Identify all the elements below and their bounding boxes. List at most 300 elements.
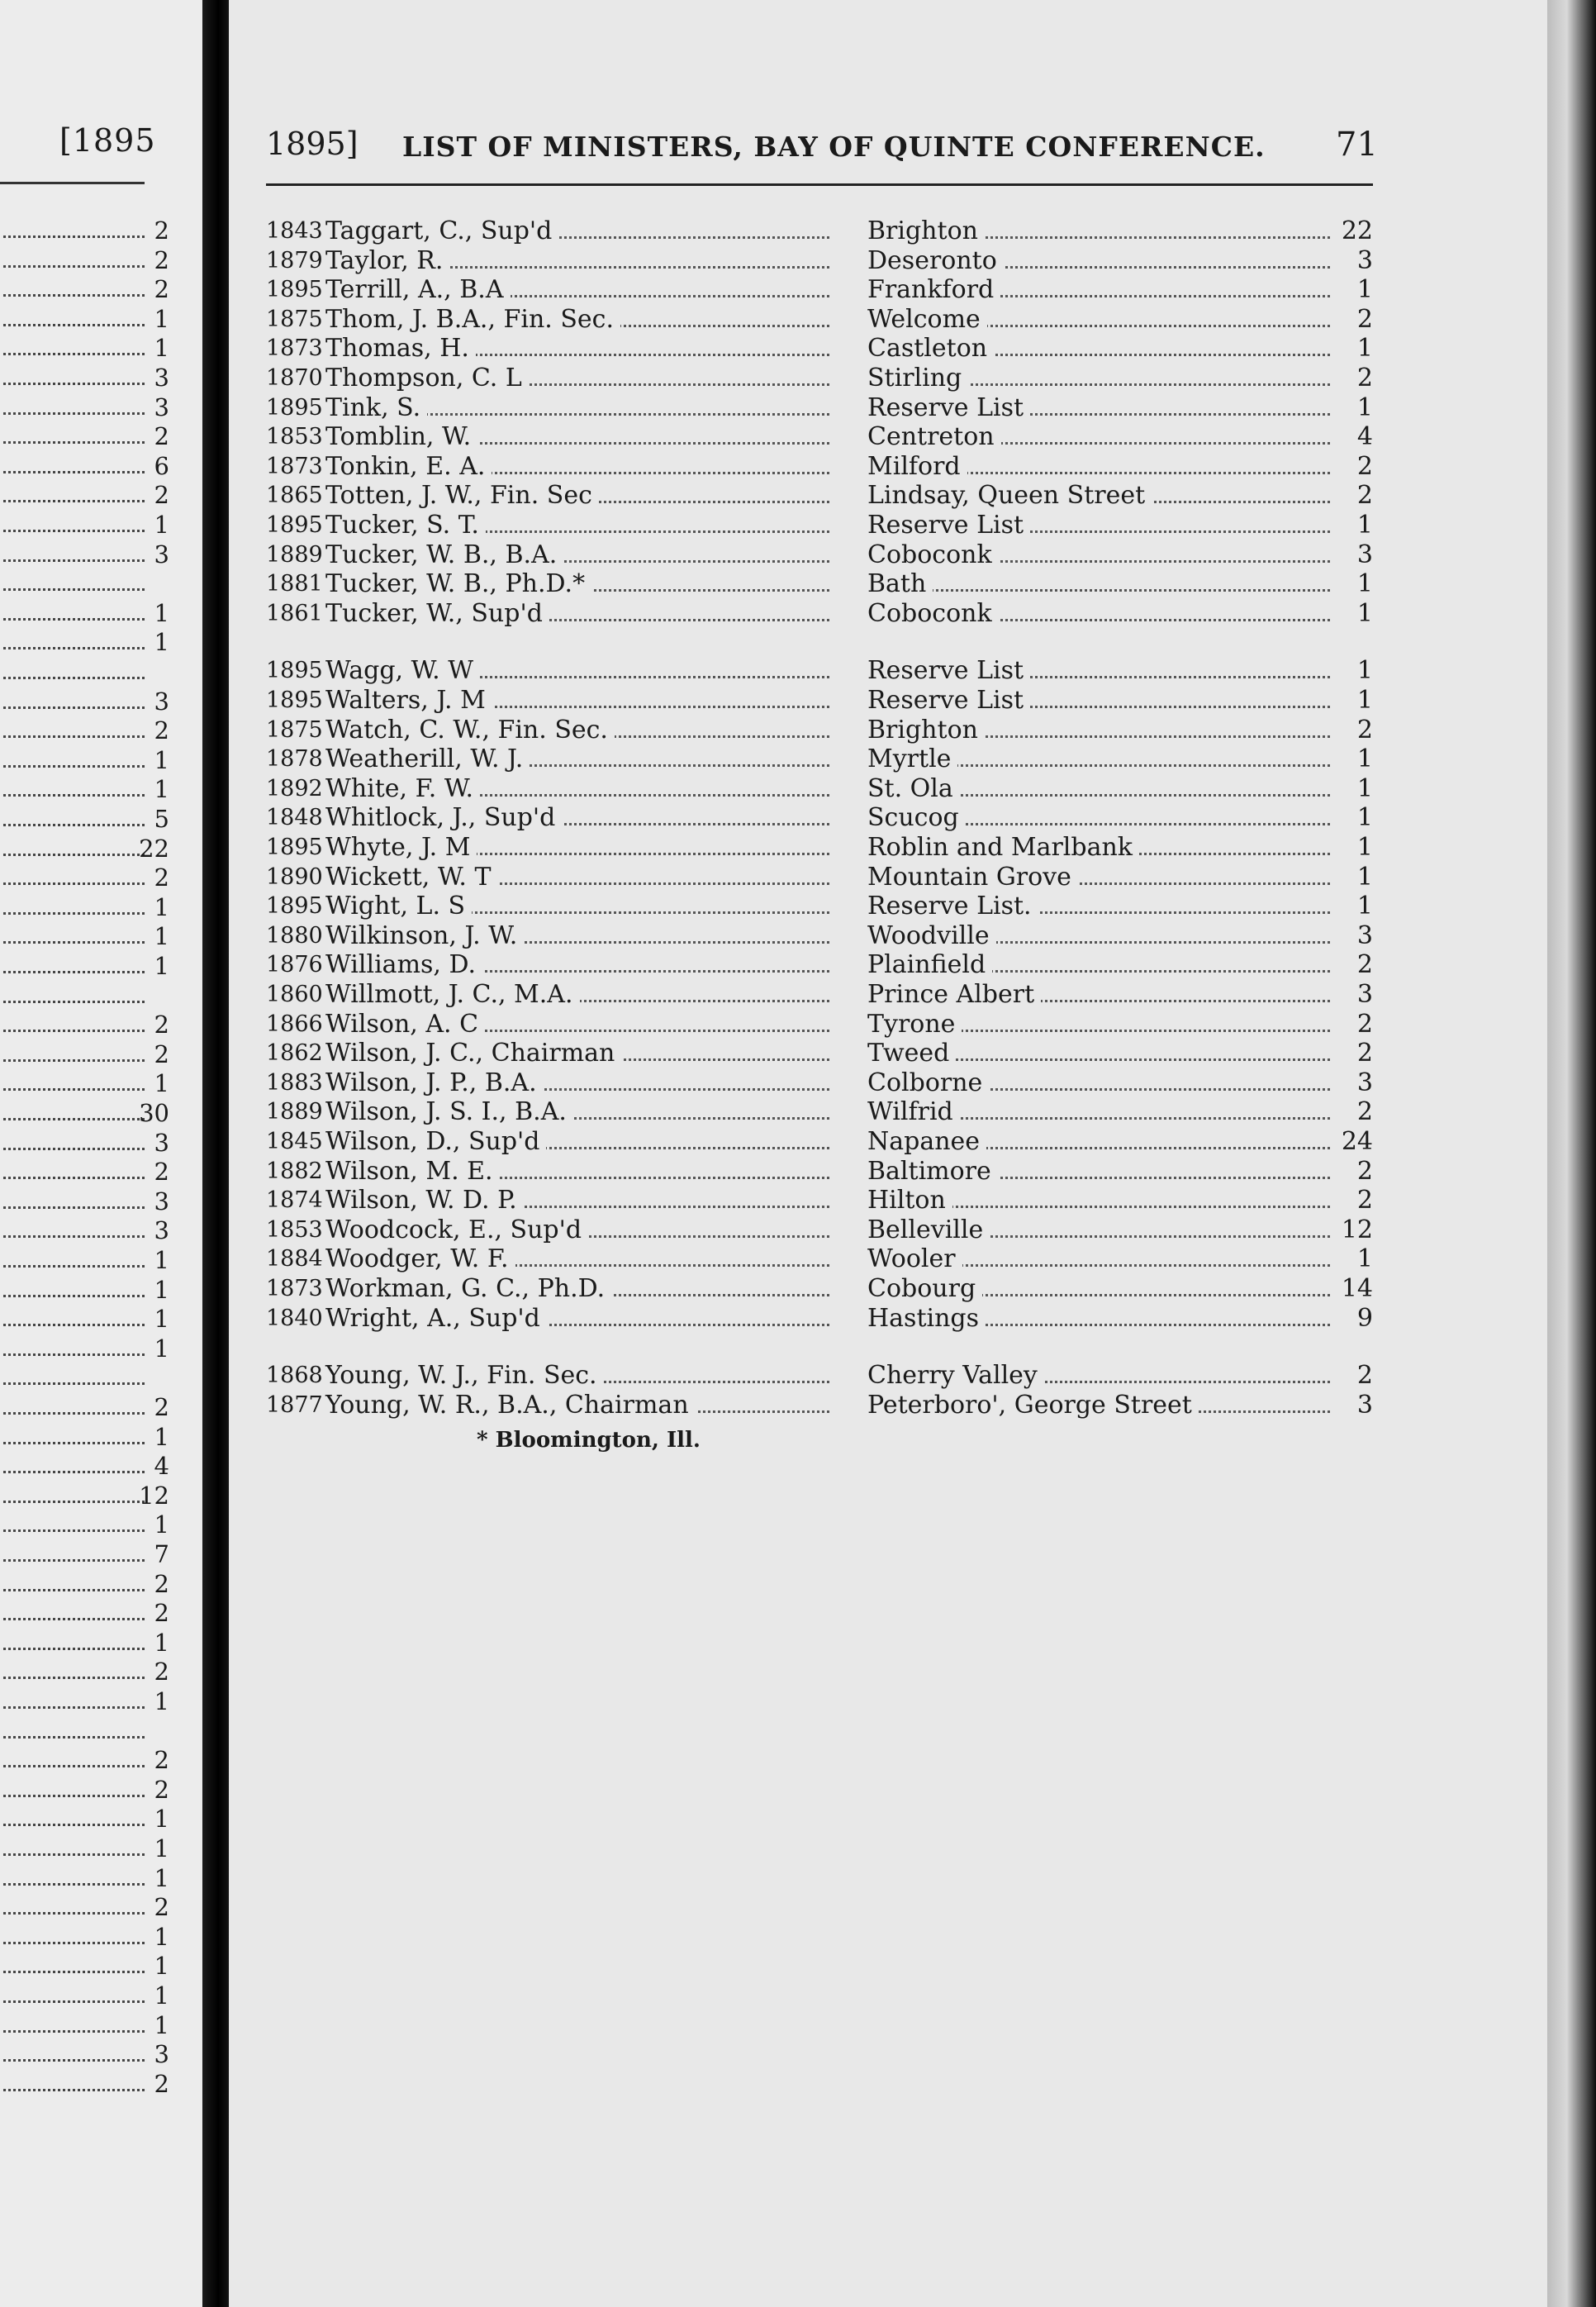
leader-dots [3, 1206, 145, 1209]
years-on-circuit: 2 [1356, 1186, 1373, 1215]
leader-dots [3, 1853, 145, 1856]
leader-dots [3, 1706, 145, 1709]
previous-page-row [0, 1158, 169, 1186]
minister-entry [266, 863, 1373, 892]
entry-year: 1895 [266, 277, 323, 303]
circuit-name [867, 275, 1000, 305]
leader-dots [3, 1501, 145, 1503]
leader-dots [3, 794, 145, 797]
previous-page-number: 1 [154, 1922, 169, 1951]
previous-page-number: 1 [154, 304, 169, 333]
minister-name-text: Tucker, W., Sup'd [325, 599, 549, 628]
leader-dots [3, 1412, 145, 1415]
previous-page-number: 3 [154, 364, 169, 392]
leader-dots [3, 294, 145, 297]
leader-dots [3, 383, 145, 385]
previous-page-row [0, 922, 169, 950]
circuit-name-text: Brighton [867, 216, 985, 245]
leader-dots [3, 1118, 145, 1120]
circuit-name [867, 393, 1030, 423]
minister-name [325, 422, 477, 452]
years-on-circuit: 3 [1356, 920, 1373, 950]
entry-year: 1884 [266, 1246, 323, 1272]
circuit-name [867, 1215, 990, 1245]
previous-page-number: 3 [154, 392, 169, 421]
previous-page-number: 1 [154, 922, 169, 951]
minister-name [325, 656, 480, 686]
minister-name [325, 1304, 547, 1334]
minister-name-text: Thom, J. B.A., Fin. Sec. [325, 305, 620, 334]
previous-page-row [0, 1246, 169, 1274]
running-head-title: LIST OF MINISTERS, BAY OF QUINTE CONFERENCE. [402, 131, 1266, 163]
minister-name-text: Willmott, J. C., M.A. [325, 980, 580, 1009]
previous-page-row [0, 216, 169, 245]
minister-entry [266, 334, 1373, 364]
circuit-name-text: Reserve List. [867, 892, 1038, 920]
previous-page-row [0, 628, 169, 656]
minister-entry [266, 656, 1373, 686]
previous-page-row [0, 1864, 169, 1892]
minister-entry [266, 686, 1373, 716]
leader-dots [3, 824, 145, 826]
leader-dots [3, 1618, 145, 1620]
leader-dots [3, 1442, 145, 1444]
previous-page-row [0, 452, 169, 480]
previous-page-row [0, 1923, 169, 1951]
previous-page-number: 1 [154, 1334, 169, 1363]
minister-name-text: Young, W. J., Fin. Sec. [325, 1361, 604, 1390]
minister-name [325, 540, 563, 570]
minister-name-text: Wilson, J. C., Chairman [325, 1039, 621, 1068]
entry-year: 1873 [266, 453, 323, 479]
circuit-name-text: Roblin and Marlbank [867, 833, 1139, 862]
minister-entry [266, 1215, 1373, 1245]
minister-entry [266, 892, 1373, 921]
leader-dots [3, 618, 145, 621]
leader-dots [3, 265, 145, 268]
previous-page-row [0, 1099, 169, 1127]
previous-page-row [0, 1393, 169, 1421]
minister-entry [266, 511, 1373, 540]
leader-dots [3, 1382, 145, 1385]
minister-name-text: Whitlock, J., Sup'd [325, 803, 562, 832]
previous-page-number: 5 [154, 805, 169, 833]
minister-name-text: Tucker, S. T. [325, 511, 486, 540]
minister-name-text: Wight, L. S [325, 892, 472, 920]
years-on-circuit: 1 [1356, 334, 1373, 364]
circuit-name-text: Lindsay, Queen Street [867, 481, 1152, 510]
years-on-circuit: 2 [1356, 1097, 1373, 1127]
minister-name-text: Workman, G. C., Ph.D. [325, 1274, 611, 1303]
minister-name-text: Wickett, W. T [325, 863, 498, 892]
entry-year: 1875 [266, 716, 323, 743]
previous-page-row [0, 746, 169, 774]
circuit-name [867, 305, 987, 335]
previous-page-row [0, 511, 169, 539]
entry-year: 1895 [266, 512, 323, 538]
previous-page-row [0, 2070, 169, 2098]
minister-name-text: Wilkinson, J. W. [325, 921, 524, 950]
minister-name [325, 686, 492, 716]
leader-dots [3, 2030, 145, 2033]
circuit-name-text: Coboconk [867, 540, 999, 569]
previous-page-row [0, 246, 169, 274]
leader-dots [3, 1177, 145, 1179]
entry-year: 1843 [266, 218, 323, 244]
leader-dots [3, 1265, 145, 1268]
circuit-name-text: Hilton [867, 1186, 952, 1215]
minister-entry [266, 540, 1373, 570]
circuit-name-text: Woodville [867, 921, 996, 950]
previous-page-number: 22 [139, 834, 169, 863]
previous-page-number: 1 [154, 1863, 169, 1892]
previous-page-number: 1 [154, 2010, 169, 2039]
header-rule [266, 183, 1373, 186]
circuit-name [867, 481, 1152, 511]
previous-page-number: 1 [154, 1628, 169, 1657]
years-on-circuit: 1 [1356, 773, 1373, 803]
circuit-name [867, 1157, 998, 1187]
previous-page-number: 2 [154, 863, 169, 892]
page-number: 71 [1336, 126, 1378, 164]
previous-page-row [0, 1746, 169, 1774]
leader-dots [3, 530, 145, 532]
minister-entry [266, 921, 1373, 951]
minister-name [325, 511, 486, 540]
minister-name [325, 275, 511, 305]
previous-page-row [0, 982, 169, 1010]
leader-dots [3, 1824, 145, 1826]
leader-dots [3, 1883, 145, 1886]
circuit-name-text: Stirling [867, 364, 968, 392]
previous-page-number: 1 [154, 952, 169, 980]
minister-name-text: Wilson, M. E. [325, 1157, 500, 1186]
years-on-circuit: 1 [1356, 569, 1373, 599]
years-on-circuit: 1 [1356, 275, 1373, 305]
circuit-name [867, 599, 999, 629]
leader-dots [3, 441, 145, 444]
entry-year: 1895 [266, 893, 323, 920]
circuit-name-text: Reserve List [867, 511, 1030, 540]
minister-name [325, 1010, 485, 1039]
previous-page-row [0, 1540, 169, 1568]
years-on-circuit: 2 [1356, 950, 1373, 980]
previous-page-row [0, 1069, 169, 1097]
previous-page-rule [0, 182, 145, 184]
leader-dots [3, 1001, 145, 1003]
entry-year: 1873 [266, 335, 323, 362]
entry-year: 1865 [266, 483, 323, 509]
previous-page-row [0, 1363, 169, 1391]
minister-name [325, 1274, 611, 1304]
circuit-name [867, 833, 1139, 863]
circuit-name [867, 1097, 960, 1127]
circuit-name-text: Reserve List [867, 686, 1030, 715]
previous-page-number: 1 [154, 1246, 169, 1274]
previous-page-number: 6 [154, 451, 169, 480]
previous-page-number: 2 [154, 245, 169, 274]
previous-page-row [0, 1981, 169, 2010]
previous-page-row [0, 334, 169, 362]
entry-year: 1860 [266, 982, 323, 1007]
minister-entry [266, 481, 1373, 511]
previous-page-number: 1 [154, 1981, 169, 2010]
minister-entry [266, 1304, 1373, 1334]
circuit-name-text: Myrtle [867, 744, 957, 773]
entry-year: 1853 [266, 1216, 323, 1243]
minister-entry [266, 803, 1373, 833]
minister-name-text: Watch, C. W., Fin. Sec. [325, 716, 615, 744]
page-edge [1547, 0, 1596, 2307]
years-on-circuit: 22 [1341, 216, 1373, 245]
circuit-name [867, 540, 999, 570]
previous-page-number: 1 [154, 334, 169, 363]
previous-page-row [0, 1570, 169, 1598]
leader-dots [3, 1529, 145, 1532]
years-on-circuit: 3 [1356, 980, 1373, 1009]
leader-dots [3, 1353, 145, 1356]
entry-year: 1889 [266, 1099, 323, 1125]
minister-name [325, 364, 529, 393]
years-on-circuit: 2 [1356, 364, 1373, 392]
entry-year: 1845 [266, 1129, 323, 1154]
minister-name [325, 1097, 573, 1127]
years-on-circuit: 1 [1356, 656, 1373, 686]
previous-page-row [0, 1776, 169, 1804]
minister-entry [266, 246, 1373, 276]
leader-dots [3, 854, 145, 856]
circuit-name [867, 422, 1001, 452]
circuit-name [867, 744, 957, 774]
minister-name-text: Wagg, W. W [325, 656, 480, 685]
years-on-circuit: 2 [1356, 304, 1373, 334]
years-on-circuit: 3 [1356, 540, 1373, 569]
leader-dots [3, 1589, 145, 1591]
minister-name [325, 1127, 546, 1157]
years-on-circuit: 3 [1356, 1390, 1373, 1420]
leader-dots [3, 500, 145, 502]
previous-page [0, 0, 202, 2307]
years-on-circuit: 1 [1356, 686, 1373, 715]
previous-page-row [0, 775, 169, 803]
leader-dots [3, 706, 145, 709]
previous-page-row [0, 1952, 169, 1980]
minister-entry [266, 980, 1373, 1010]
minister-name [325, 1215, 588, 1245]
leader-dots [3, 1765, 145, 1767]
leader-dots [3, 1148, 145, 1150]
entry-year: 1892 [266, 775, 323, 802]
minister-name [325, 863, 498, 892]
previous-page-number: 2 [154, 1599, 169, 1628]
previous-page-row [0, 658, 169, 686]
circuit-name [867, 716, 985, 745]
minister-entry [266, 364, 1373, 393]
previous-page-row [0, 1805, 169, 1833]
entry-year: 1895 [266, 687, 323, 713]
minister-name-text: Wilson, J. S. I., B.A. [325, 1097, 573, 1126]
entry-year: 1848 [266, 805, 323, 831]
leader-dots [3, 588, 145, 591]
previous-page-row [0, 2011, 169, 2039]
previous-page-number: 2 [154, 716, 169, 745]
minister-name [325, 216, 558, 246]
minister-name-text: Terrill, A., B.A [325, 275, 511, 304]
minister-name-text: Williams, D. [325, 950, 482, 979]
leader-dots [3, 971, 145, 973]
previous-page-number: 3 [154, 687, 169, 716]
minister-name [325, 980, 580, 1010]
years-on-circuit: 3 [1356, 245, 1373, 275]
entry-year: 1875 [266, 306, 323, 332]
previous-page-number: 1 [154, 1422, 169, 1451]
minister-name-text: Whyte, J. M [325, 833, 477, 862]
previous-page-number: 3 [154, 540, 169, 568]
years-on-circuit: 2 [1356, 1009, 1373, 1039]
circuit-name-text: Mountain Grove [867, 863, 1078, 892]
leader-dots [3, 1030, 145, 1032]
entry-year: 1881 [266, 571, 323, 597]
minister-name [325, 892, 472, 921]
previous-page-number: 2 [154, 422, 169, 451]
minister-name-text: Tonkin, E. A. [325, 452, 492, 481]
minister-name-text: Tink, S. [325, 393, 427, 422]
circuit-name [867, 1039, 956, 1068]
circuit-name-text: Deseronto [867, 246, 1004, 275]
leader-dots [3, 941, 145, 944]
entry-year: 1889 [266, 541, 323, 568]
minister-entry [266, 1010, 1373, 1039]
circuit-name-text: Reserve List [867, 393, 1030, 422]
circuit-name [867, 803, 966, 833]
minister-entry [266, 599, 1373, 629]
leader-dots [3, 235, 145, 238]
years-on-circuit: 2 [1356, 481, 1373, 511]
leader-dots [867, 589, 1330, 592]
previous-page-row [0, 305, 169, 333]
entry-year: 1861 [266, 600, 323, 626]
minister-name [325, 833, 477, 863]
years-on-circuit: 2 [1356, 1039, 1373, 1068]
circuit-name-text: Brighton [867, 716, 985, 744]
previous-page-number: 2 [154, 1011, 169, 1039]
circuit-name [867, 1304, 986, 1334]
minister-entry [266, 1274, 1373, 1304]
leader-dots [3, 1324, 145, 1326]
years-on-circuit: 14 [1341, 1274, 1373, 1303]
previous-page-row [0, 1717, 169, 1745]
leader-dots [3, 1795, 145, 1797]
previous-page-number: 1 [154, 1275, 169, 1304]
circuit-name-text: Plainfield [867, 950, 992, 979]
previous-page-number: 2 [154, 1658, 169, 1686]
years-on-circuit: 1 [1356, 511, 1373, 540]
minister-name-text: White, F. W. [325, 774, 480, 803]
minister-entry [266, 1068, 1373, 1098]
minister-name [325, 744, 530, 774]
entry-year: 1883 [266, 1069, 323, 1096]
minister-name [325, 334, 476, 364]
previous-page-row [0, 1216, 169, 1244]
leader-dots [3, 912, 145, 915]
minister-name-text: Wilson, J. P., B.A. [325, 1068, 544, 1097]
previous-page-number: 2 [154, 1893, 169, 1922]
circuit-name [867, 1010, 962, 1039]
entry-year: 1868 [266, 1363, 323, 1389]
years-on-circuit: 2 [1356, 451, 1373, 481]
minister-entry [266, 393, 1373, 423]
minister-entry [266, 1097, 1373, 1127]
years-on-circuit: 1 [1356, 1244, 1373, 1274]
previous-page-number: 7 [154, 1540, 169, 1568]
minister-entry [266, 833, 1373, 863]
previous-page-row [0, 1834, 169, 1862]
years-on-circuit: 1 [1356, 803, 1373, 833]
book-spine [202, 0, 229, 2307]
leader-dots [3, 471, 145, 473]
previous-page-number: 2 [154, 275, 169, 304]
minister-entry [266, 422, 1373, 452]
circuit-name-text: St. Ola [867, 774, 960, 803]
leader-dots [3, 559, 145, 562]
previous-page-row [0, 1510, 169, 1539]
previous-page-row [0, 569, 169, 597]
previous-page-row [0, 952, 169, 980]
footnote: * Bloomington, Ill. [477, 1428, 701, 1453]
previous-page-number: 2 [154, 1158, 169, 1187]
circuit-name [867, 334, 994, 364]
entry-year: 1873 [266, 1276, 323, 1301]
years-on-circuit: 2 [1356, 1156, 1373, 1186]
running-head-year: 1895] [266, 126, 359, 162]
previous-page-row [0, 1893, 169, 1921]
minister-name-text: Tomblin, W. [325, 422, 477, 451]
previous-page-row [0, 1658, 169, 1686]
minister-name-text: Wilson, A. C [325, 1010, 485, 1039]
previous-page-number: 2 [154, 1569, 169, 1598]
leader-dots [3, 324, 145, 326]
previous-page-row [0, 1305, 169, 1333]
minister-entry [266, 950, 1373, 980]
leader-dots [3, 2059, 145, 2062]
circuit-name-text: Napanee [867, 1127, 986, 1156]
previous-page-number: 1 [154, 628, 169, 657]
previous-page-number: 2 [154, 481, 169, 510]
minister-name [325, 716, 615, 745]
years-on-circuit: 1 [1356, 833, 1373, 862]
minister-entry [266, 1361, 1373, 1391]
entry-year: 1877 [266, 1391, 323, 1418]
minister-entry [266, 716, 1373, 745]
circuit-name-text: Hastings [867, 1304, 986, 1333]
previous-page-row [0, 540, 169, 568]
entry-year: 1890 [266, 863, 323, 890]
circuit-name-text: Baltimore [867, 1157, 998, 1186]
previous-page-row [0, 481, 169, 509]
previous-page-number: 1 [154, 1069, 169, 1098]
circuit-name [867, 246, 1004, 276]
leader-dots [3, 1648, 145, 1650]
previous-page-row [0, 1334, 169, 1363]
circuit-name [867, 364, 968, 393]
minister-name-text: Tucker, W. B., B.A. [325, 540, 563, 569]
page [229, 0, 1547, 2307]
circuit-name-text: Frankford [867, 275, 1000, 304]
entry-year: 1895 [266, 658, 323, 684]
minister-name [325, 246, 449, 276]
minister-name [325, 1157, 500, 1187]
circuit-name-text: Cobourg [867, 1274, 982, 1303]
